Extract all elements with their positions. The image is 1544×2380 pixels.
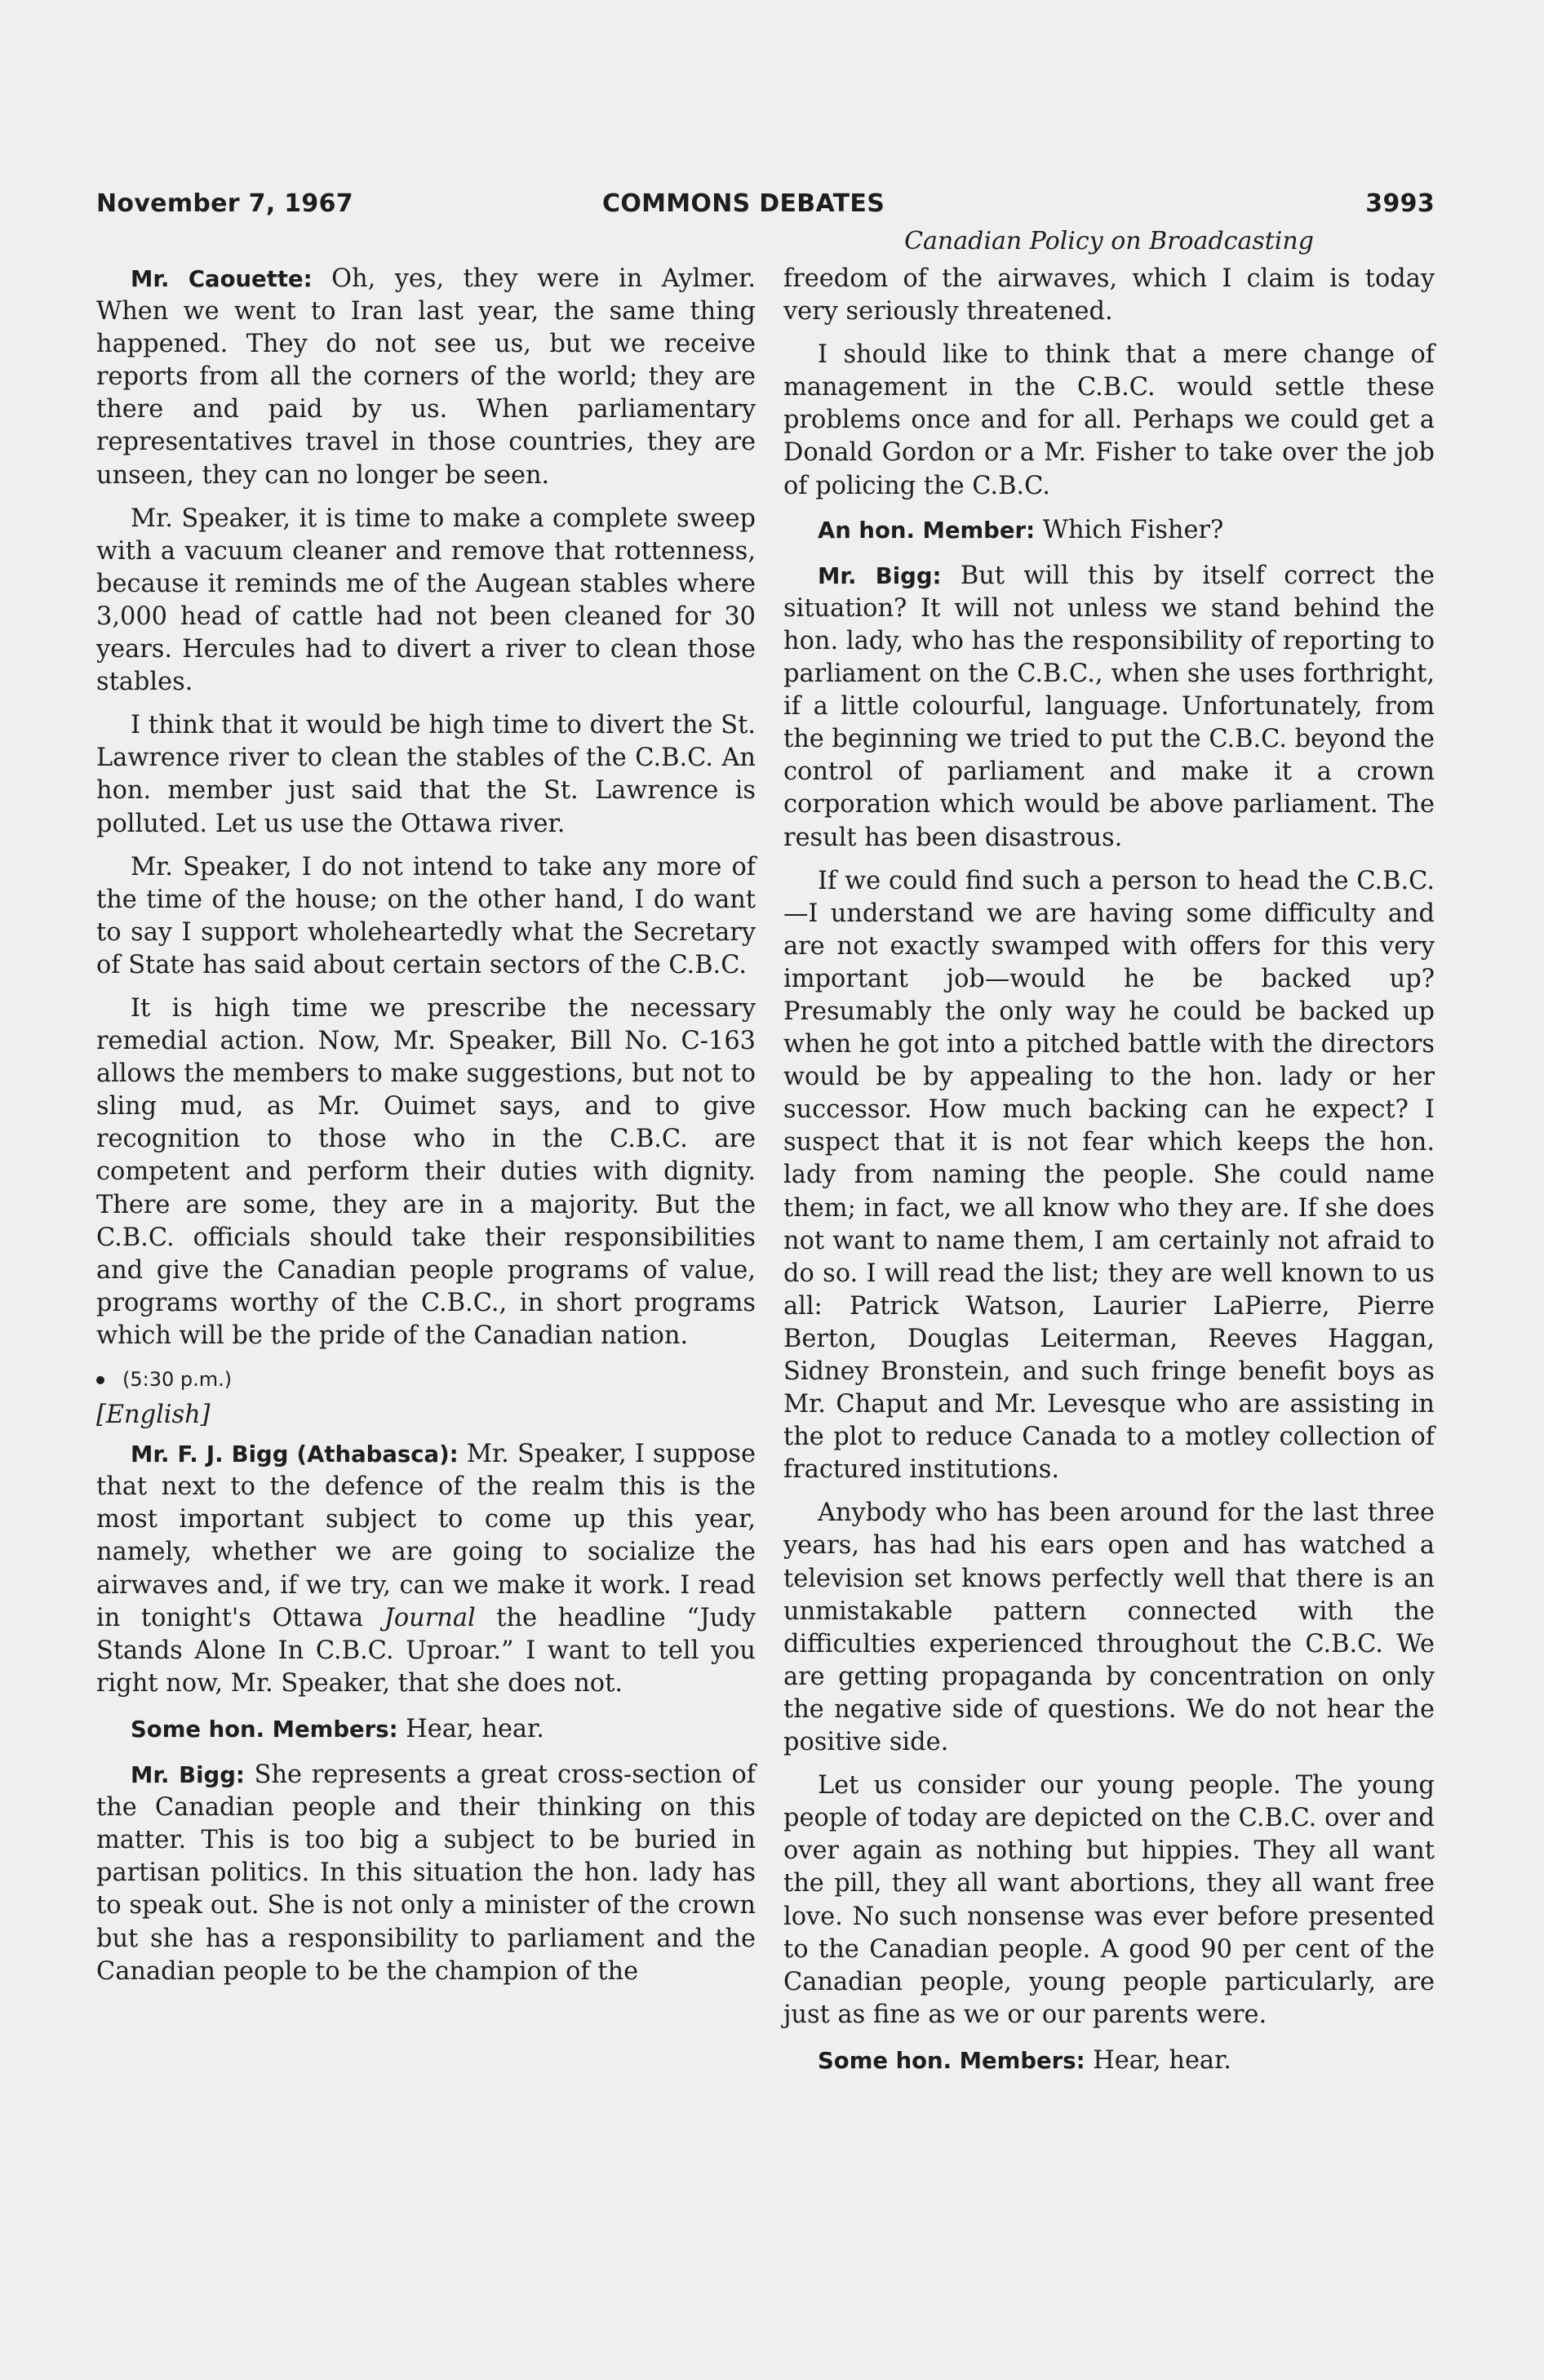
- speaker-name: Mr. Caouette:: [131, 266, 313, 292]
- paragraph: I should like to think that a mere change of management in the C.B.C. would settle these problems once and for all. Perhaps we could get a Donald Gordon or a Mr. Fisher to take over the job of policing the C.B.C.: [783, 340, 1435, 500]
- paragraph: [96, 263, 756, 492]
- speech-text: But will this by itself correct the situation? It will not unless we stand behind the hon. lady, who has the responsibility of reporting to parliament on the C.B.C., when she uses forthright, if a little colourful, language. Unfortunately, from the beginning we tried to put the C.B.C. beyond the control of parliament and make it a crown corporation which would be above parliament. The result has been disastrous.: [783, 561, 1435, 852]
- section-subheader: Canadian Policy on Broadcasting: [904, 227, 1314, 255]
- interjection: [783, 2045, 1435, 2077]
- running-header: [96, 189, 1435, 222]
- speech-text: Which Fisher?: [1035, 515, 1224, 544]
- paragraph: [783, 560, 1435, 855]
- language-marker: [English]: [96, 1401, 211, 1430]
- speaker-name: An hon. Member:: [818, 517, 1036, 544]
- paragraph: freedom of the airwaves, which I claim is today very seriously threatened.: [783, 264, 1435, 326]
- left-column: [96, 263, 756, 1999]
- interjection: [96, 1713, 756, 1746]
- speech-text: Mr. Speaker, I suppose that next to the defence of the realm this is the most important subject to come up this year, namely, whether we are going to socialize the airwaves and, if we try, can we make it work. I read in tonight's Ottawa: [96, 1440, 756, 1632]
- speech-text: Hear, hear.: [397, 1714, 544, 1743]
- bullet-icon: [96, 1376, 104, 1384]
- paragraph: Mr. Speaker, it is time to make a complete sweep with a vacuum cleaner and remove that rottenness, because it reminds me of the Augean stables where 3,000 head of cattle had not been cleaned for 30 years. Hercules had to divert a river to clean those stables.: [96, 504, 756, 697]
- paragraph: [96, 1438, 756, 1700]
- publication-name: Journal: [384, 1603, 476, 1632]
- interjection: [783, 514, 1435, 547]
- paragraph: If we could find such a person to head the C.B.C.—I understand we are having some difficulty and are not exactly swamped with offers for this very important job—would he be backed up? Presumably the only way he could be backed up when he got into a pitched battle with the directors would be by appealing to the hon. lady or her successor. How much backing can he expect? I suspect that it is not fear which keeps the hon. lady from naming the people. She could name them; in fact, we all know who they are. If she does not want to name them, I am certainly not afraid to do so. I will read the list; they are well known to us all: Patrick Watson, Laurier LaPierre, Pierre Berton, Douglas Leiterman, Reeves Haggan, Sidney Bronstein, and such fringe benefit boys as Mr. Chaput and Mr. Levesque who are assisting in the plot to reduce Canada to a motley collection of fractured institutions.: [783, 866, 1435, 1485]
- speech-text: Hear, hear.: [1085, 2045, 1231, 2075]
- speaker-name: Mr. F. J. Bigg (Athabasca):: [131, 1441, 459, 1468]
- speaker-name: Mr. Bigg:: [818, 562, 942, 589]
- time-stamp: (5:30 p.m.): [122, 1368, 233, 1391]
- speaker-name: Mr. Bigg:: [131, 1762, 245, 1789]
- time-marker: [96, 1363, 756, 1396]
- paragraph: [96, 1759, 756, 1988]
- speech-text: Oh, yes, they were in Aylmer. When we went to Iran last year, the same thing happened. They do not see us, but we receive reports from all the corners of the world; they are there and paid by us. When parliamentary representatives travel in those countries, they are unseen, they can no longer be seen.: [96, 264, 756, 490]
- right-column: [783, 263, 1435, 2090]
- speaker-name: Some hon. Members:: [818, 2047, 1085, 2074]
- speech-text: She represents a great cross-section of the Canadian people and their thinking on this matter. This is too big a subject to be buried in partisan politics. In this situation the hon. lady has to speak out. She is not only a minister of the crown but she has a responsibility to parliament and the Canadian people to be the champion of the: [96, 1761, 756, 1986]
- paragraph: Anybody who has been around for the last three years, has had his ears open and has watched a television set knows perfectly well that there is an unmistakable pattern connected with the difficulties experienced throughout the C.B.C. We are getting propaganda by concentration on only the negative side of questions. We do not hear the positive side.: [783, 1499, 1435, 1757]
- paragraph: I think that it would be high time to divert the St. Lawrence river to clean the stables of the C.B.C. An hon. member just said that the St. Lawrence is polluted. Let us use the Ottawa river.: [96, 711, 756, 838]
- header-publication: COMMONS DEBATES: [602, 189, 885, 218]
- paragraph: Mr. Speaker, I do not intend to take any more of the time of the house; on the other hand, I do want to say I support wholeheartedly what the Secretary of State has said about certain sectors of the C.B.C.: [96, 852, 756, 979]
- paragraph: Let us consider our young people. The young people of today are depicted on the C.B.C. over and over again as nothing but hippies. They all want the pill, they all want abortions, they all want free love. No such nonsense was ever before presented to the Canadian people. A good 90 per cent of the Canadian people, young people particularly, are just as fine as we or our parents were.: [783, 1771, 1435, 2029]
- paragraph: It is high time we prescribe the necessary remedial action. Now, Mr. Speaker, Bill No. C-163 allows the members to make suggestions, but not to sling mud, as Mr. Ouimet says, and to give recognition to those who in the C.B.C. are competent and perform their duties with dignity. There are some, they are in a majority. But the C.B.C. officials should take their responsibilities and give the Canadian people programs of value, programs worthy of the C.B.C., in short programs which will be the pride of the Canadian nation.: [96, 993, 756, 1350]
- speech-text: the headline “Judy Stands Alone In C.B.C. Uproar.” I want to tell you right now, Mr. Speaker, that she does not.: [96, 1603, 756, 1698]
- header-page-number: 3993: [1365, 189, 1435, 218]
- header-date: November 7, 1967: [96, 189, 353, 218]
- speaker-name: Some hon. Members:: [131, 1716, 398, 1743]
